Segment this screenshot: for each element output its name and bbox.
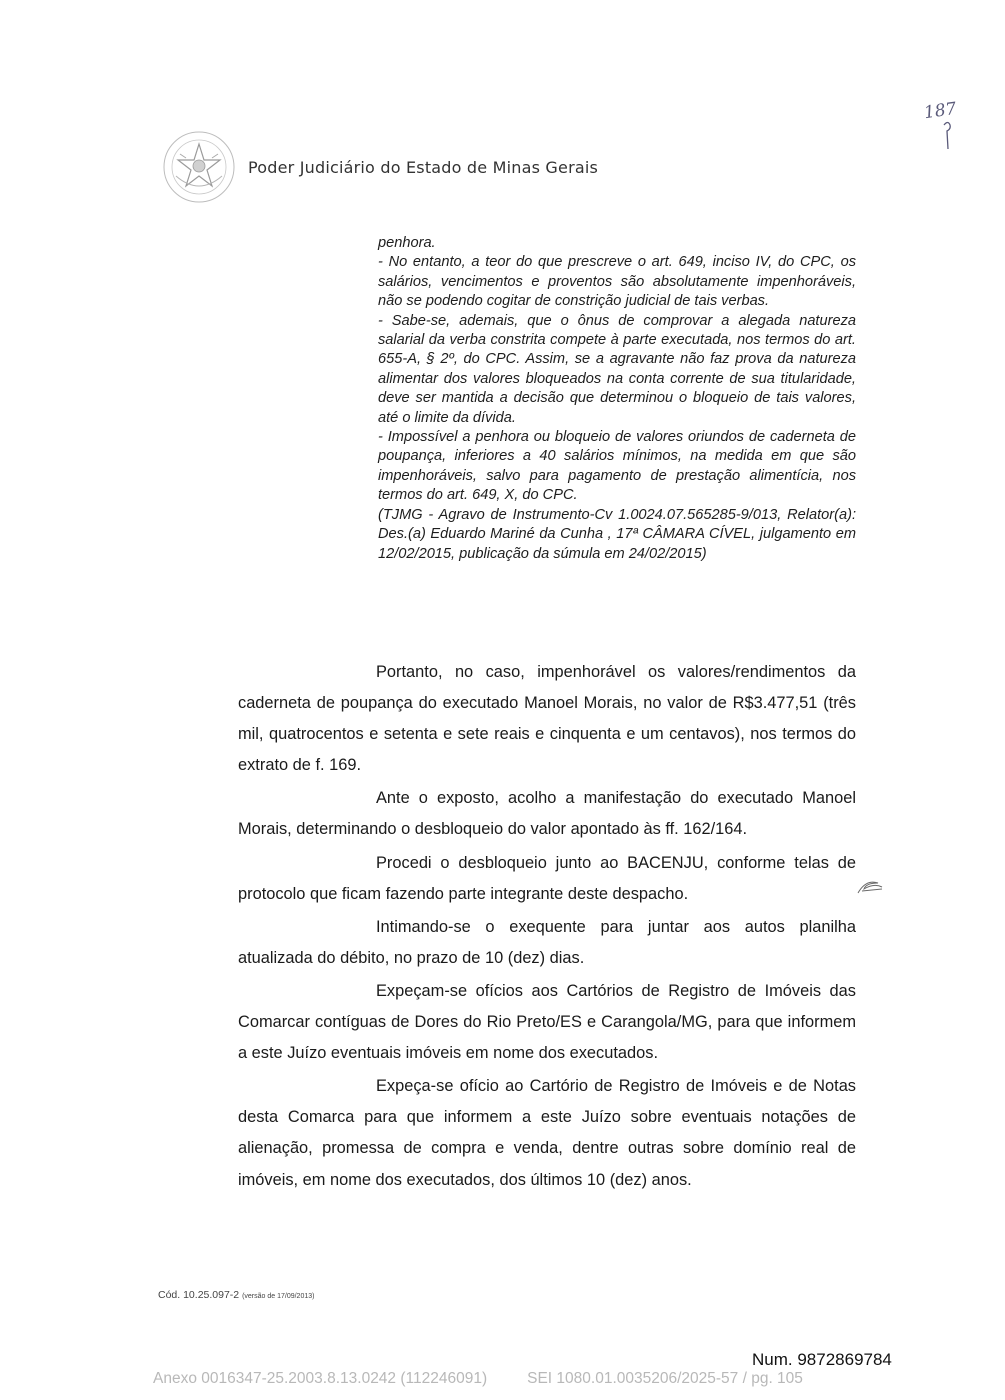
document-number-stamp: Num. 9872869784: [752, 1350, 892, 1369]
body-paragraph-text: Procedi o desbloqueio junto ao BACENJU, conforme telas de protocolo que ficam fazendo parte integrante deste despacho.: [238, 853, 856, 903]
body-paragraph: Portanto, no caso, impenhorável os valores/rendimentos da caderneta de poupança do executado Manoel Morais, no valor de R$3.477,51 (três mil, quatrocentos e setenta e sete reais e cinquenta e um centavos), nos termos do extrato de f. 169.: [238, 663, 856, 775]
body-paragraph: Ante o exposto, acolho a manifestação do executado Manoel Morais, determinando o desbloqueio do valor apontado às ff. 162/164.: [238, 789, 856, 839]
body-paragraph: Expeçam-se ofícios aos Cartórios de Registro de Imóveis das Comarcar contíguas de Dores do Rio Preto/ES e Carangola/MG, para que informem a este Juízo eventuais imóveis em nome dos executados.: [238, 981, 856, 1063]
footer-watermark: [153, 1370, 803, 1388]
quote-paragraph: - Impossível a penhora ou bloqueio de valores oriundos de caderneta de poupança, inferiores a 40 salários mínimos, na medida em que são impenhoráveis, salvo para pagamento de prestação alimentícia, nos termos do art. 649, X, do CPC.: [378, 429, 856, 504]
form-code-number: Cód. 10.25.097-2: [158, 1289, 240, 1301]
handwritten-rubric-icon: [922, 95, 972, 155]
coat-of-arms-seal-icon: [162, 130, 236, 204]
body-paragraph: Expeça-se ofício ao Cartório de Registro de Imóveis e de Notas desta Comarca para que informem a este Juízo sobre eventuais notações de alienação, promessa de compra e venda, dentre outras sobre domínio real de imóveis, em nome dos executados, dos últimos 10 (dez) anos.: [238, 1077, 856, 1189]
quote-citation: (TJMG - Agravo de Instrumento-Cv 1.0024.07.565285-9/013, Relator(a): Des.(a) Eduardo Mariné da Cunha , 17ª CÂMARA CÍVEL, julgamento em 12/02/2015, publicação da súmula em 24/02/2015): [378, 506, 856, 562]
handwritten-page-number: 187: [922, 98, 958, 124]
court-header-title: Poder Judiciário do Estado de Minas Gerais: [248, 158, 599, 177]
form-code-version: (versão de 17/09/2013): [242, 1293, 315, 1300]
jurisprudence-quote: [378, 234, 856, 564]
quote-paragraph: penhora.: [378, 235, 436, 251]
footer-sei: SEI 1080.01.0035206/2025-57 / pg. 105: [527, 1370, 803, 1387]
quote-paragraph: - No entanto, a teor do que prescreve o art. 649, inciso IV, do CPC, os salários, vencimentos e proventos são absolutamente impenhoráveis, não se podendo cogitar de constrição judicial de tais verbas.: [378, 254, 856, 310]
body-paragraph: [238, 848, 856, 910]
decision-body: [238, 657, 856, 1196]
quote-paragraph: - Sabe-se, ademais, que o ônus de comprovar a alegada natureza salarial da verba constrita compete à parte executada, nos termos do art. 655-A, § 2º, do CPC. Assim, se a agravante não faz prova da natureza alimentar dos valores bloqueados na conta corrente de sua titularidade, deve ser mantida a decisão que determinou o bloqueio de tais valores, até o limite da dívida.: [378, 312, 856, 426]
pen-rubric-icon: [856, 877, 886, 897]
footer-annex: Anexo 0016347-25.2003.8.13.0242 (112246091): [153, 1370, 488, 1387]
handwritten-page-mark: [922, 95, 972, 155]
form-code: [158, 1289, 314, 1301]
body-paragraph: Intimando-se o exequente para juntar aos autos planilha atualizada do débito, no prazo de 10 (dez) dias.: [238, 917, 856, 967]
